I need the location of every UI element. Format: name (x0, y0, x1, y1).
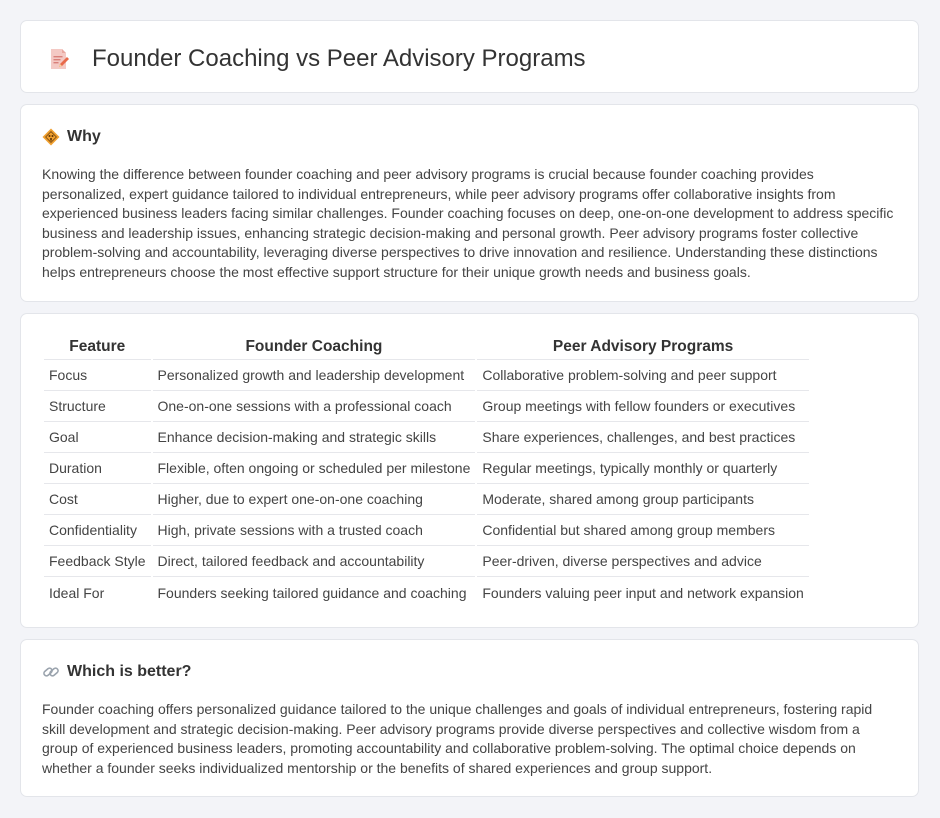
peer-advisory-cell: Founders valuing peer input and network expansion (482, 584, 804, 601)
why-section (20, 104, 919, 302)
feature-cell: Duration (44, 453, 151, 484)
table-header-row (44, 334, 809, 360)
table-row (44, 577, 809, 608)
feature-cell: Feedback Style (44, 546, 151, 577)
founder-coaching-cell: Enhance decision-making and strategic skills (153, 422, 476, 453)
founder-coaching-cell: One-on-one sessions with a professional coach (153, 391, 476, 422)
peer-advisory-cell: Confidential but shared among group members (477, 515, 808, 546)
table-row (44, 484, 809, 515)
table-row (44, 515, 809, 546)
feature-cell: Goal (44, 422, 151, 453)
why-heading (42, 127, 101, 147)
feature-cell: Cost (44, 484, 151, 515)
link-icon (42, 663, 60, 681)
peer-advisory-cell: Regular meetings, typically monthly or quarterly (477, 453, 808, 484)
better-title: Which is better? (67, 663, 192, 680)
column-header-founder-coaching: Founder Coaching (153, 334, 476, 360)
column-header-feature: Feature (44, 334, 151, 360)
founder-coaching-cell: Founders seeking tailored guidance and coaching (157, 584, 467, 601)
table-row (44, 422, 809, 453)
peer-advisory-cell: Moderate, shared among group participants (477, 484, 808, 515)
feature-cell: Focus (44, 360, 151, 391)
better-body: Founder coaching offers personalized guidance tailored to the unique challenges and goals of individual entrepreneurs, fostering rapid skill development and strategic decision-making. Peer advisory programs provide diverse perspectives and collective wisdom from a group of experienced business leaders, promoting accountability and collaborative problem-solving. The optimal choice depends on whether a founder seeks individualized mentorship or the benefits of shared experiences and group support. (42, 701, 873, 776)
peer-advisory-cell: Group meetings with fellow founders or executives (477, 391, 808, 422)
feature-cell: Confidentiality (44, 515, 151, 546)
why-title: Why (67, 128, 101, 145)
better-heading (42, 662, 191, 682)
why-body: Knowing the difference between founder coaching and peer advisory programs is crucial because founder coaching provides personalized, expert guidance tailored to individual entrepreneurs, while peer advisory programs offer collaborative insights from experienced business leaders facing similar challenges. Founder coaching focuses on deep, one-on-one development to address specific business and leadership issues, enhancing strategic decision-making and personal growth. Peer advisory programs foster collective problem-solving and accountability, leveraging diverse perspectives to drive innovation and resilience. Understanding these distinctions helps entrepreneurs choose the most effective support structure for their unique growth needs and business goals. (42, 166, 894, 280)
which-is-better-section (20, 639, 919, 797)
founder-coaching-cell: Higher, due to expert one-on-one coaching (153, 484, 476, 515)
founder-coaching-cell: Direct, tailored feedback and accountability (153, 546, 476, 577)
header-card (20, 20, 919, 93)
table-row (44, 546, 809, 577)
table-row (44, 360, 809, 391)
founder-coaching-cell: High, private sessions with a trusted coach (153, 515, 476, 546)
diamond-sign-icon (42, 128, 60, 146)
founder-coaching-cell: Personalized growth and leadership development (153, 360, 476, 391)
founder-coaching-cell: Flexible, often ongoing or scheduled per milestone (153, 453, 476, 484)
peer-advisory-cell: Collaborative problem-solving and peer support (477, 360, 808, 391)
feature-cell: Ideal For (49, 584, 105, 601)
table-row (44, 453, 809, 484)
peer-advisory-cell: Share experiences, challenges, and best practices (477, 422, 808, 453)
feature-cell: Structure (44, 391, 151, 422)
document-pencil-icon (47, 47, 71, 71)
comparison-table (42, 334, 811, 608)
column-header-peer-advisory: Peer Advisory Programs (477, 334, 808, 360)
comparison-table-card (20, 313, 919, 628)
peer-advisory-cell: Peer-driven, diverse perspectives and advice (477, 546, 808, 577)
page-title: Founder Coaching vs Peer Advisory Programs (92, 45, 586, 72)
table-row (44, 391, 809, 422)
